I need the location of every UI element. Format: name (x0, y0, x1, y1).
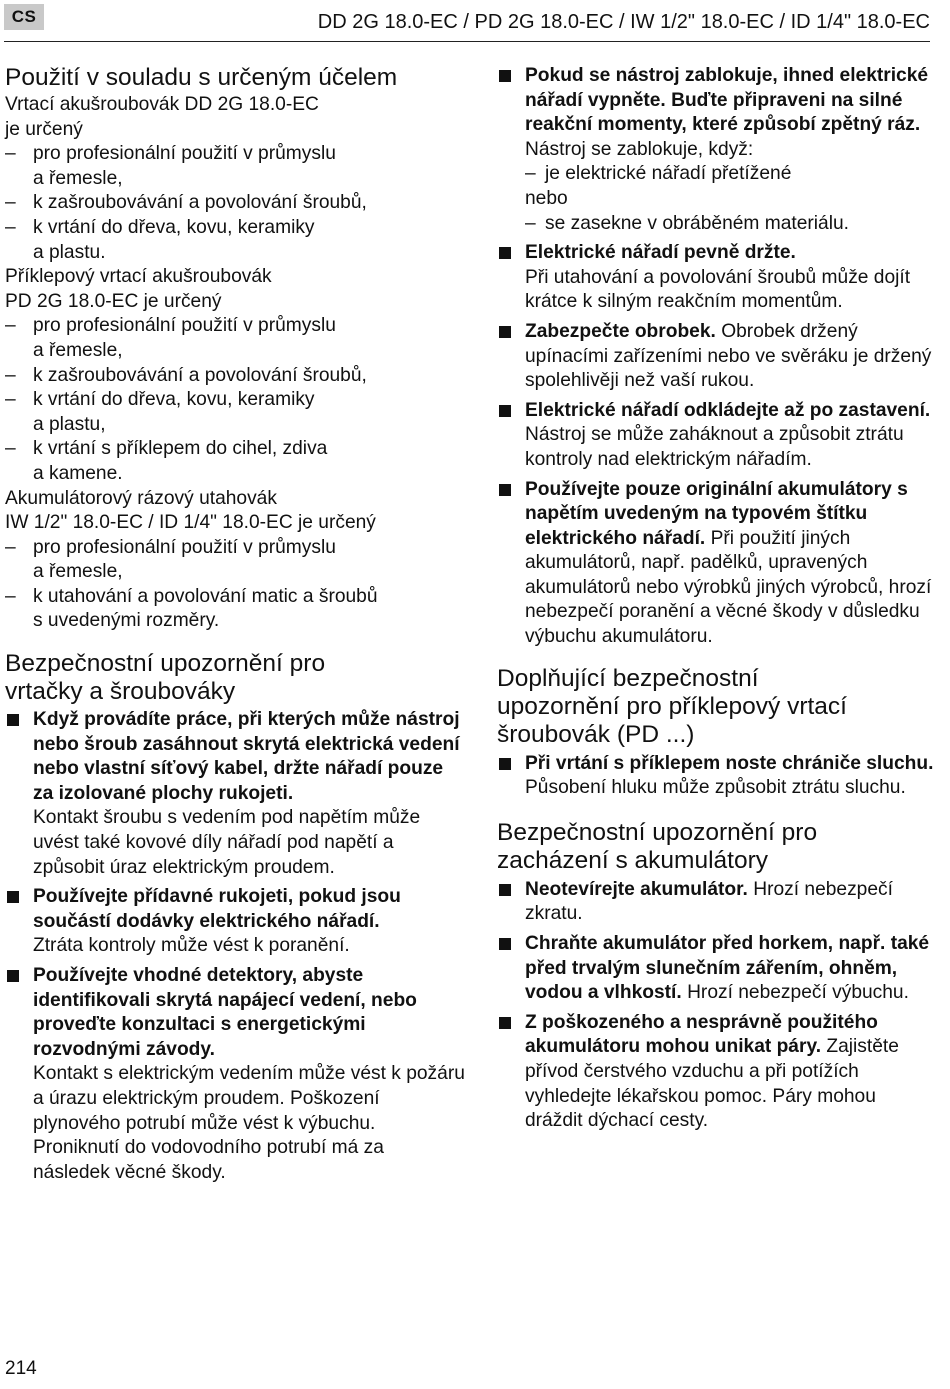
battery-safety-list (497, 878, 937, 1134)
dash-list-item (5, 142, 465, 191)
list-line: a řemesle, (33, 561, 123, 583)
safety-explanation: Nástroj se může zaháknout a způsobit ztrátu kontroly nad elektrickým nářadím. (525, 424, 904, 470)
dash-list (5, 536, 465, 634)
safety-item (5, 885, 465, 959)
safety-explanation: Kontakt šroubu s vedením pod napětím může uvést také kovové díly nářadí pod napětí a způsobit úraz elektrickým proudem. (33, 807, 421, 878)
list-line: k zašroubovávání a povolování šroubů, (33, 192, 367, 214)
page-number: 214 (5, 1358, 37, 1379)
section-heading-intended-use: Použití v souladu s určeným účelem (5, 64, 398, 91)
safety-item (5, 708, 465, 880)
safety-explanation: Hrozí nebezpečí zkratu. (525, 878, 893, 925)
dash-list-item (5, 388, 465, 437)
heading-line: šroubovák (PD ...) (497, 720, 695, 748)
safety-warning-bold: Používejte přídavné rukojeti, pokud jsou součástí dodávky elektrického nářadí. (33, 886, 401, 932)
intro-line: IW 1/2" 18.0-EC / ID 1/4" 18.0-EC je určený (5, 512, 376, 534)
dash-list-item (5, 314, 465, 363)
square-bullet-icon (7, 970, 19, 982)
list-line: k vrtání s příklepem do cihel, zdiva (33, 438, 328, 460)
safety-explanation: Zajistěte přívod čerstvého vzduchu a při potížích vyhledejte lékařskou pomoc. Páry mohou dráždit dýchací cesty. (525, 1036, 899, 1132)
safety-warning-bold: Při vrtání s příklepem noste chrániče sluchu. (525, 752, 934, 774)
header-divider (4, 41, 930, 42)
square-bullet-icon (499, 1017, 511, 1029)
safety-item (497, 399, 937, 473)
list-line: k vrtání do dřeva, kovu, keramiky (33, 389, 315, 411)
list-line: k zašroubovávání a povolování šroubů, (33, 364, 367, 386)
intended-use-group (5, 265, 465, 486)
square-bullet-icon (499, 326, 511, 338)
safety-item (497, 1011, 937, 1134)
square-bullet-icon (7, 891, 19, 903)
heading-line: Bezpečnostní upozornění pro (497, 818, 818, 846)
safety-warning-bold: Neotevírejte akumulátor. (525, 878, 748, 900)
safety-warning-bold: Zabezpečte obrobek. (525, 320, 716, 342)
safety-item (497, 320, 937, 394)
safety-explanation: Kontakt s elektrickým vedením může vést k požáru a úrazu elektrickým proudem. Poškození plynového potrubí může vést k výbuchu. Proniknutí do vodovodního potrubí má za následek věcné škody. (33, 1063, 465, 1183)
heading-line: upozornění pro příklepový vrtací (497, 692, 847, 720)
safety-warning-bold: Když provádíte práce, při kterých může nástroj nebo šroub zasáhnout skrytá elektrická vedení nebo vlastní síťový kabel, držte nářadí pouze za izolované plochy rukojeti. (33, 709, 460, 804)
square-bullet-icon (499, 70, 511, 82)
safety-list (5, 708, 465, 1185)
square-bullet-icon (499, 405, 511, 417)
safety-list-continued (497, 64, 937, 650)
list-line: a plastu. (33, 241, 106, 263)
safety-warning-bold: Elektrické nářadí pevně držte. (525, 242, 796, 264)
safety-warning-bold: Z poškozeného a nesprávně použitého akumulátoru mohou unikat páry. (525, 1011, 878, 1058)
square-bullet-icon (7, 714, 19, 726)
list-line: s uvedenými rozměry. (33, 610, 220, 632)
sub-dash-item: – se zasekne v obráběném materiálu. (525, 212, 937, 237)
section-heading-impact-drill (497, 665, 937, 749)
dash-list-item (5, 437, 465, 486)
list-line: a kamene. (33, 462, 123, 484)
list-line: pro profesionální použití v průmyslu (33, 315, 336, 337)
square-bullet-icon (499, 884, 511, 896)
dash-list-item (5, 536, 465, 585)
safety-warning-bold: Používejte vhodné detektory, abyste identifikovali skrytá napájecí vedení, nebo proveďte konzultaci s energetickými rozvodnými závody. (33, 965, 417, 1060)
square-bullet-icon (499, 758, 511, 770)
list-line: k utahování a povolování matic a šroubů (33, 585, 378, 607)
left-column (5, 64, 465, 1190)
safety-warning-bold: Pokud se nástroj zablokuje, ihned elektrické nářadí vypněte. Buďte připraveni na silné reakční momenty, které způsobí zpětný ráz. (525, 65, 929, 136)
dash-list-item (5, 585, 465, 634)
safety-warning-bold: Používejte pouze originální akumulátory s napětím uvedeným na typovém štítku elektrického nářadí. (525, 478, 908, 549)
safety-explanation: Ztráta kontroly může vést k poranění. (33, 935, 350, 957)
list-line: a řemesle, (33, 167, 123, 189)
heading-line: vrtačky a šroubováky (5, 678, 236, 706)
square-bullet-icon (499, 938, 511, 950)
section-heading-battery-safety (497, 819, 937, 875)
list-line: pro profesionální použití v průmyslu (33, 143, 336, 165)
safety-warning-bold: Elektrické nářadí odkládejte až po zastavení. (525, 399, 931, 421)
section-heading-safety-drills (5, 650, 465, 706)
safety-explanation: Při použití jiných akumulátorů, např. padělků, upravených akumulátorů nebo výrobků jiných výrobců, hrozí nebezpečí poranění a věcné škody v důsledku výbuchu akumulátoru. (525, 527, 932, 648)
dash-list (5, 142, 465, 265)
heading-line: Doplňující bezpečnostní (497, 664, 759, 692)
language-tab: CS (4, 4, 44, 30)
dash-list-item (5, 191, 465, 216)
safety-item (5, 964, 465, 1185)
square-bullet-icon (499, 247, 511, 259)
safety-item (497, 752, 937, 801)
running-header-title: DD 2G 18.0-EC / PD 2G 18.0-EC / IW 1/2" 18.0-EC / ID 1/4" 18.0-EC (317, 11, 930, 33)
heading-line: zacházení s akumulátory (497, 846, 768, 874)
sub-dash-item: – je elektrické nářadí přetížené (525, 162, 937, 187)
list-line: k vrtání do dřeva, kovu, keramiky (33, 216, 315, 238)
safety-item (497, 878, 937, 927)
list-line: pro profesionální použití v průmyslu (33, 536, 336, 558)
safety-explanation: Obrobek držený upínacími zařízeními nebo ve svěráku je držený spolehlivěji než vaší rukou. (525, 320, 932, 392)
intro-line: je určený (5, 118, 83, 140)
safety-item (497, 64, 937, 236)
sub-dash-list (525, 162, 937, 187)
safety-explanation: Při utahování a povolování šroubů může dojít krátce k silným reakčním momentům. (525, 266, 911, 313)
intro-line: Vrtací akušroubovák DD 2G 18.0-EC (5, 94, 319, 115)
safety-item (497, 241, 937, 315)
heading-line: Bezpečnostní upozornění pro (5, 650, 326, 678)
list-line: a řemesle, (33, 339, 123, 361)
sub-dash-list (525, 212, 937, 237)
intended-use-group (5, 93, 465, 265)
safety-warning-bold: Chraňte akumulátor před horkem, např. také před trvalým slunečním zářením, ohněm, vodou a vlhkostí. (525, 933, 930, 1004)
safety-item (497, 478, 937, 650)
intro-line: Příklepový vrtací akušroubovák (5, 266, 272, 288)
safety-explanation: Hrozí nebezpečí výbuchu. (687, 982, 909, 1004)
intro-line: Akumulátorový rázový utahovák (5, 487, 277, 509)
right-column (497, 64, 937, 1139)
safety-explanation: Nástroj se zablokuje, když: (525, 138, 754, 160)
intro-line: PD 2G 18.0-EC je určený (5, 290, 222, 312)
list-line: a plastu, (33, 413, 106, 435)
square-bullet-icon (499, 484, 511, 496)
intended-use-group (5, 487, 465, 635)
impact-drill-list (497, 752, 937, 801)
connector-word: nebo (525, 187, 568, 209)
safety-item (497, 932, 937, 1006)
dash-list-item (5, 364, 465, 389)
dash-list-item (5, 216, 465, 265)
dash-list (5, 314, 465, 486)
safety-explanation: Působení hluku může způsobit ztrátu sluchu. (525, 777, 906, 799)
